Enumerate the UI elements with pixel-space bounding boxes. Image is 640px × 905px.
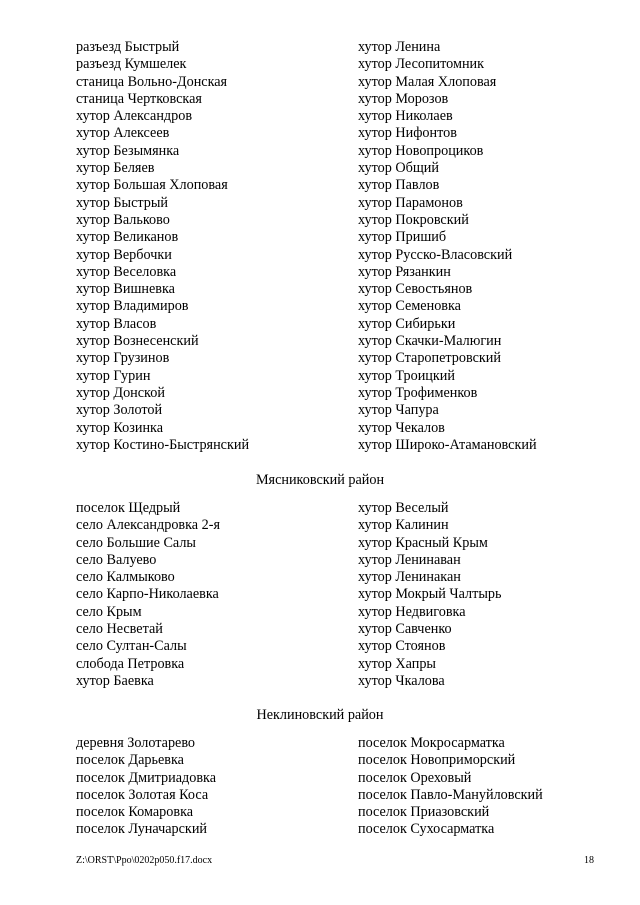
settlement-item: хутор Морозов xyxy=(358,90,449,107)
settlement-item: поселок Ореховый xyxy=(358,769,472,786)
neklinovsky-right-column xyxy=(358,735,543,839)
settlement-item: хутор Рязанкин xyxy=(358,263,451,280)
settlement-item: хутор Большая Хлоповая xyxy=(76,177,228,194)
settlement-item: хутор Александров xyxy=(76,108,193,125)
settlement-item: хутор Быстрый xyxy=(76,194,168,211)
settlement-item: хутор Донской xyxy=(76,384,165,401)
settlement-item: хутор Малая Хлоповая xyxy=(358,73,497,90)
settlement-item: хутор Лесопитомник xyxy=(358,56,485,73)
settlement-item: хутор Троицкий xyxy=(358,367,455,384)
settlement-item: хутор Трофименков xyxy=(358,384,478,401)
settlement-item: село Несветай xyxy=(76,621,163,638)
settlement-item: хутор Хапры xyxy=(358,655,436,672)
footer-page-number: 18 xyxy=(584,855,594,866)
settlement-item: поселок Щедрый xyxy=(76,500,181,516)
settlement-item: хутор Скачки-Малюгин xyxy=(358,333,502,350)
settlement-item: разъезд Быстрый xyxy=(76,39,180,55)
settlement-item: село Крым xyxy=(76,603,142,620)
settlement-item: хутор Старопетровский xyxy=(358,350,501,367)
settlement-item: хутор Широко-Атамановский xyxy=(358,436,537,453)
settlement-item: поселок Мокросарматка xyxy=(358,735,505,751)
settlement-item: село Султан-Салы xyxy=(76,638,187,655)
settlement-item: хутор Покровский xyxy=(358,211,469,228)
settlement-item: село Карпо-Николаевка xyxy=(76,586,219,603)
top-list-right-column xyxy=(358,39,537,454)
district-heading-myasnikovsky: Мясниковский район xyxy=(255,472,385,488)
settlement-item: хутор Козинка xyxy=(76,419,164,436)
settlement-item: поселок Новоприморский xyxy=(358,752,516,769)
settlement-item: хутор Вербочки xyxy=(76,246,172,263)
settlement-item: хутор Ленинаван xyxy=(358,551,461,568)
settlement-item: поселок Комаровка xyxy=(76,804,194,821)
settlement-item: хутор Владимиров xyxy=(76,298,189,315)
settlement-item: хутор Алексеев xyxy=(76,125,170,142)
settlement-item: хутор Веселовка xyxy=(76,263,177,280)
settlement-item: станица Чертковская xyxy=(76,90,202,107)
settlement-item: хутор Чкалова xyxy=(358,672,445,689)
settlement-item: хутор Красный Крым xyxy=(358,534,488,551)
settlement-item: хутор Грузинов xyxy=(76,350,170,367)
top-list-left-column xyxy=(76,39,249,454)
settlement-item: хутор Семеновка xyxy=(358,298,461,315)
settlement-item: деревня Золотарево xyxy=(76,735,196,751)
settlement-item: хутор Нифонтов xyxy=(358,125,457,142)
settlement-item: хутор Новопроциков xyxy=(358,142,484,159)
district-heading-neklinovsky: Неклиновский район xyxy=(256,707,384,723)
settlement-item: слобода Петровка xyxy=(76,655,185,672)
settlement-item: хутор Русско-Власовский xyxy=(358,246,513,263)
settlement-item: станица Вольно-Донская xyxy=(76,73,228,90)
settlement-item: хутор Вишневка xyxy=(76,281,175,298)
settlement-item: поселок Сухосарматка xyxy=(358,821,495,838)
settlement-item: хутор Чекалов xyxy=(358,419,445,436)
settlement-item: село Калмыково xyxy=(76,569,175,586)
settlement-item: хутор Калинин xyxy=(358,517,449,534)
settlement-item: хутор Чапура xyxy=(358,402,439,419)
footer-file-path: Z:\ORST\Ppo\0202p050.f17.docx xyxy=(76,855,213,866)
settlement-item: хутор Стоянов xyxy=(358,638,446,655)
settlement-item: хутор Недвиговка xyxy=(358,603,466,620)
settlement-item: хутор Беляев xyxy=(76,160,155,177)
settlement-item: село Валуево xyxy=(76,551,157,568)
settlement-item: хутор Баевка xyxy=(76,672,154,689)
settlement-item: хутор Золотой xyxy=(76,402,163,419)
neklinovsky-left-column xyxy=(76,735,216,839)
settlement-item: хутор Вальково xyxy=(76,211,170,228)
settlement-item: хутор Севостьянов xyxy=(358,281,473,298)
settlement-item: хутор Великанов xyxy=(76,229,179,246)
settlement-item: хутор Вознесенский xyxy=(76,333,199,350)
settlement-item: село Большие Салы xyxy=(76,534,196,551)
settlement-item: хутор Костино-Быстрянский xyxy=(76,436,250,453)
settlement-item: поселок Павло-Мануйловский xyxy=(358,786,543,803)
settlement-item: хутор Савченко xyxy=(358,621,452,638)
settlement-item: хутор Веселый xyxy=(358,500,449,516)
settlement-item: село Александровка 2-я xyxy=(76,517,220,534)
settlement-item: хутор Гурин xyxy=(76,367,151,384)
settlement-item: хутор Безымянка xyxy=(76,142,180,159)
settlement-item: хутор Пришиб xyxy=(358,229,447,246)
settlement-item: поселок Дмитриадовка xyxy=(76,769,217,786)
settlement-item: хутор Власов xyxy=(76,315,157,332)
myasnikovsky-left-column xyxy=(76,500,220,690)
settlement-item: хутор Сибирьки xyxy=(358,315,456,332)
settlement-item: хутор Парамонов xyxy=(358,194,463,211)
settlement-item: поселок Дарьевка xyxy=(76,752,184,769)
settlement-item: хутор Павлов xyxy=(358,177,440,194)
settlement-item: поселок Луначарский xyxy=(76,821,208,838)
settlement-item: хутор Ленинакан xyxy=(358,569,461,586)
settlement-item: поселок Золотая Коса xyxy=(76,786,209,803)
settlement-item: поселок Приазовский xyxy=(358,804,490,821)
settlement-item: разъезд Кумшелек xyxy=(76,56,187,73)
settlement-item: хутор Общий xyxy=(358,160,439,177)
settlement-item: хутор Мокрый Чалтырь xyxy=(358,586,502,603)
myasnikovsky-right-column xyxy=(358,500,501,690)
settlement-item: хутор Ленина xyxy=(358,39,441,55)
settlement-item: хутор Николаев xyxy=(358,108,453,125)
